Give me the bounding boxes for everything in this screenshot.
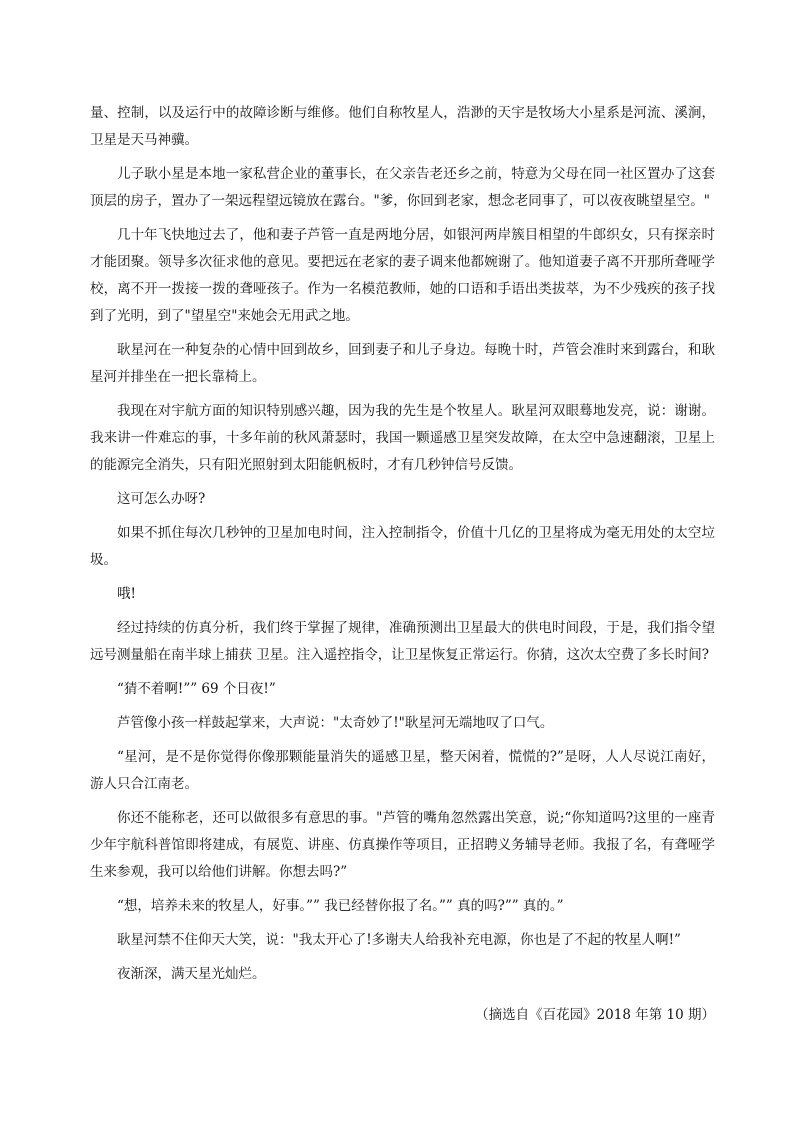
paragraph: “想，培养未来的牧星人，好事。”” 我已经替你报了名。”” 真的吗?”” 真的。”	[117, 898, 564, 914]
paragraph: 耿星河禁不住仰天大笑，说："我太开心了!多谢夫人给我补充电源，你也是了不起的牧星人啊!”	[117, 932, 681, 948]
paragraph: 我现在对宇航方面的知识特别感兴趣，因为我的先生是个牧星人。耿星河双眼蓦地发亮，说：谢谢。我来讲一件难忘的事，十多年前的秋风萧瑟时，我国一颗遥感卫星突发故障，在太空中急速翻滚，卫星上的能源完全消失，只有阳光照射到太阳能帆板时，才有几秒钟信号反馈。	[90, 403, 715, 473]
paragraph: 如果不抓住每次几秒钟的卫星加电时间，注入控制指令，价值十几亿的卫星将成为毫无用处的太空垃圾。	[90, 525, 715, 568]
paragraph: “猜不着啊!”” 69 个日夜!”	[117, 681, 276, 697]
paragraph: 经过持续的仿真分析，我们终于掌握了规律，准确预测出卫星最大的供电时间段，于是，我们指令望远号测量船在南半球上捕获 卫星。注入遥控指令，让卫星恢复正常运行。你猜，这次太空费了多长时间?	[90, 620, 715, 663]
article-body	[90, 100, 715, 988]
paragraph: 哦!	[117, 586, 136, 602]
paragraph: 夜渐深，满天星光灿烂。	[117, 966, 266, 982]
paragraph: 几十年飞快地过去了，他和妻子芦管一直是两地分居，如银河两岸簇目相望的牛郎织女，只有探亲时才能团聚。领导多次征求他的意见。要把远在老家的妻子调来他都婉谢了。他知道妻子离不开那所聋哑学校，离不开一拨接一拨的聋哑孩子。作为一名模范教师，她的口语和手语出类拔萃，为不少残疾的孩子找到了光明，到了"望星空"来她会无用武之地。	[90, 227, 715, 324]
paragraph: 量、控制，以及运行中的故障诊断与维修。他们自称牧星人，浩渺的天宇是牧场大小星系是河流、溪涧，卫星是天马神骥。	[90, 105, 715, 148]
paragraph: 芦管像小孩一样鼓起掌来，大声说："太奇妙了!"耿星河无端地叹了口气。	[117, 715, 554, 731]
paragraph: 这可怎么办呀?	[117, 491, 206, 507]
source-citation: （摘选自《百花园》2018 年第 10 期）	[475, 1007, 715, 1023]
paragraph: 耿星河在一种复杂的心情中回到故乡，回到妻子和儿子身边。每晚十时，芦管会准时来到露台，和耿星河并排坐在一把长靠椅上。	[90, 342, 715, 385]
paragraph: 儿子耿小星是本地一家私营企业的董事长，在父亲告老还乡之前，特意为父母在同一社区置办了这套顶层的房子，置办了一架远程望远镜放在露台。"爹，你回到老家，想念老同事了，可以夜夜眺望星空。"	[90, 166, 715, 209]
paragraph: 你还不能称老，还可以做很多有意思的事。"芦管的嘴角忽然露出笑意，说;“你知道吗?这里的一座青少年宇航科普馆即将建成，有展览、讲座、仿真操作等项目，正招聘义务辅导老师。我报了名，有聋哑学生来参观，我可以给他们讲解。你想去吗?”	[90, 810, 715, 880]
paragraph: “星河，是不是你觉得你像那颗能量消失的遥感卫星，整天闲着，慌慌的?”是呀，人人尽说江南好，游人只合江南老。	[90, 749, 715, 792]
